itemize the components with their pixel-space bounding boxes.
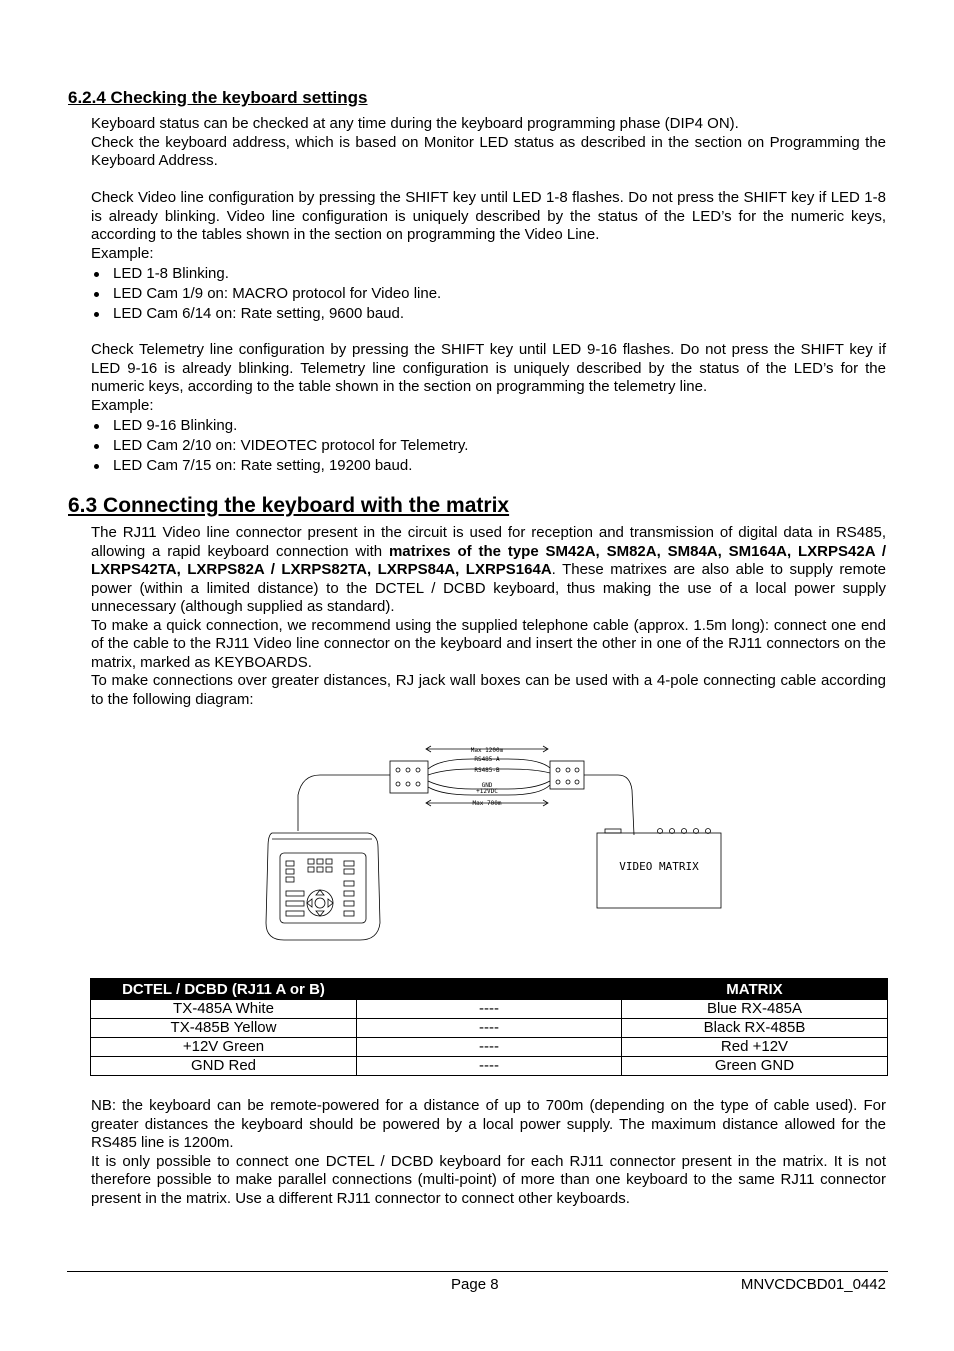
telemetry-line-check [91,341,886,477]
paragraph: Check Video line configuration by pressing the SHIFT key until LED 1-8 flashes. Do not press the SHIFT key if LED 1-8 is already blinking. Video line configuration is uniquely described by the status of the LED’s for the numeric keys, according to the tables shown in the section on programming the Video Line. [91,189,886,243]
paragraph: Check Telemetry line configuration by pressing the SHIFT key until LED 9-16 flashes. Do not press the SHIFT key if LED 9-16 is already blinking. Telemetry line configuration is uniquely described by the status of the LED’s for the numeric keys, according to the table shown in the section on programming the telemetry line. [91,341,886,395]
wiring-table [90,978,888,1076]
paragraph: The RJ11 Video line connector present in the circuit is used for reception and transmission of digital data in RS485, allowing a rapid keyboard connection with matrixes of the type SM42A, SM82A, SM84A, SM164A, LXRPS42A / LXRPS42TA, LXRPS82A / LXRPS82TA, LXRPS84A, LXRPS164A. These matrixes are also able to supply remote power (within a limited distance) to the DCTEL / DCBD keyboard, thus making the use of a local power supply unnecessary (although supplied as standard). [91,524,887,615]
table-cell: ---- [357,1019,622,1038]
table-cell: +12V Green [91,1038,357,1057]
bullet-list [91,265,886,324]
paragraph: NB: the keyboard can be remote-powered for a distance of up to 700m (depending on the type of cable used). For greater distances the keyboard should be powered by a local power supply. The maximum distance allowed for the RS485 line is 1200m. [91,1097,886,1151]
notes [91,1097,886,1208]
table-cell: TX-485A White [91,1000,357,1019]
rs485b-label: RS485-B [474,767,500,774]
list-item: LED Cam 1/9 on: MACRO protocol for Video line. [91,285,886,304]
video-line-check [91,189,886,325]
list-item: LED 1-8 Blinking. [91,265,886,284]
list-item: LED 9-16 Blinking. [91,417,886,436]
gnd-label: GND [481,782,493,789]
page-number: Page 8 [451,1276,499,1293]
example-label: Example: [91,396,154,414]
table-cell: GND Red [91,1057,357,1076]
left-wall-box [390,761,428,793]
table-cell: TX-485B Yellow [91,1019,357,1038]
table-header-row [91,979,888,1000]
example-label: Example: [91,244,154,262]
matrix-models: matrixes of the type SM42A, SM82A, SM84A, SM164A, LXRPS42A / LXRPS42TA, LXRPS82A / LXRPS82TA, LXRPS84A, LXRPS164A [91,542,887,578]
document-code: MNVCDCBD01_0442 [740,1276,886,1293]
section-heading-6-3: 6.3 Connecting the keyboard with the matrix [68,494,510,517]
table-cell: Red +12V [622,1038,888,1057]
bullet-list [91,417,886,476]
max-distance-label: Max 1200m [470,747,504,754]
table-row [91,1000,888,1019]
table-cell: Green GND [622,1057,888,1076]
table-cell: ---- [357,1038,622,1057]
paragraph: Check the keyboard address, which is based on Monitor LED status as described in the section on Programming the Keyboard Address. [91,133,886,169]
power-label: +12VDC [476,788,498,795]
table-row [91,1057,888,1076]
table-cell: Black RX-485B [622,1019,888,1038]
connection-diagram [250,735,740,950]
list-item: LED Cam 6/14 on: Rate setting, 9600 baud. [91,305,886,324]
section-6-3-body [91,524,886,709]
section-heading-6-2-4: 6.2.4 Checking the keyboard settings [68,88,368,107]
paragraph: To make connections over greater distances, RJ jack wall boxes can be used with a 4-pole connecting cable according to the following diagram: [91,672,886,708]
column-header: DCTEL / DCBD (RJ11 A or B) [91,979,357,1000]
right-wall-box [550,761,584,789]
table-cell: Blue RX-485A [622,1000,888,1019]
paragraph: Keyboard status can be checked at any time during the keyboard programming phase (DIP4 ON). [91,115,739,132]
max-power-distance-label: Max 700m [472,800,502,807]
column-header: MATRIX [622,979,888,1000]
footer-divider [67,1271,888,1272]
paragraph: To make a quick connection, we recommend using the supplied telephone cable (approx. 1.5m long): connect one end of the cable to the RJ11 Video line connector on the keyboard and insert the other in one of the RJ11 connectors on the matrix, marked as KEYBOARDS. [91,616,886,671]
section-6-2-4-intro [91,115,886,171]
keyboard-illustration [266,833,380,940]
rs485a-label: RS485-A [474,756,500,763]
table-cell: ---- [357,1057,622,1076]
table-cell: ---- [357,1000,622,1019]
table-row [91,1019,888,1038]
list-item: LED Cam 7/15 on: Rate setting, 19200 baud. [91,457,886,476]
video-matrix-label: VIDEO MATRIX [619,860,699,873]
paragraph: It is only possible to connect one DCTEL / DCBD keyboard for each RJ11 connector present in the matrix. It is not therefore possible to make parallel connections (multi-point) of more than one keyboard to the same RJ11 connector present in the matrix. Use a different RJ11 connector to connect other keyboards. [91,1152,886,1207]
table-row [91,1038,888,1057]
list-item: LED Cam 2/10 on: VIDEOTEC protocol for Telemetry. [91,437,886,456]
column-header [357,979,622,1000]
